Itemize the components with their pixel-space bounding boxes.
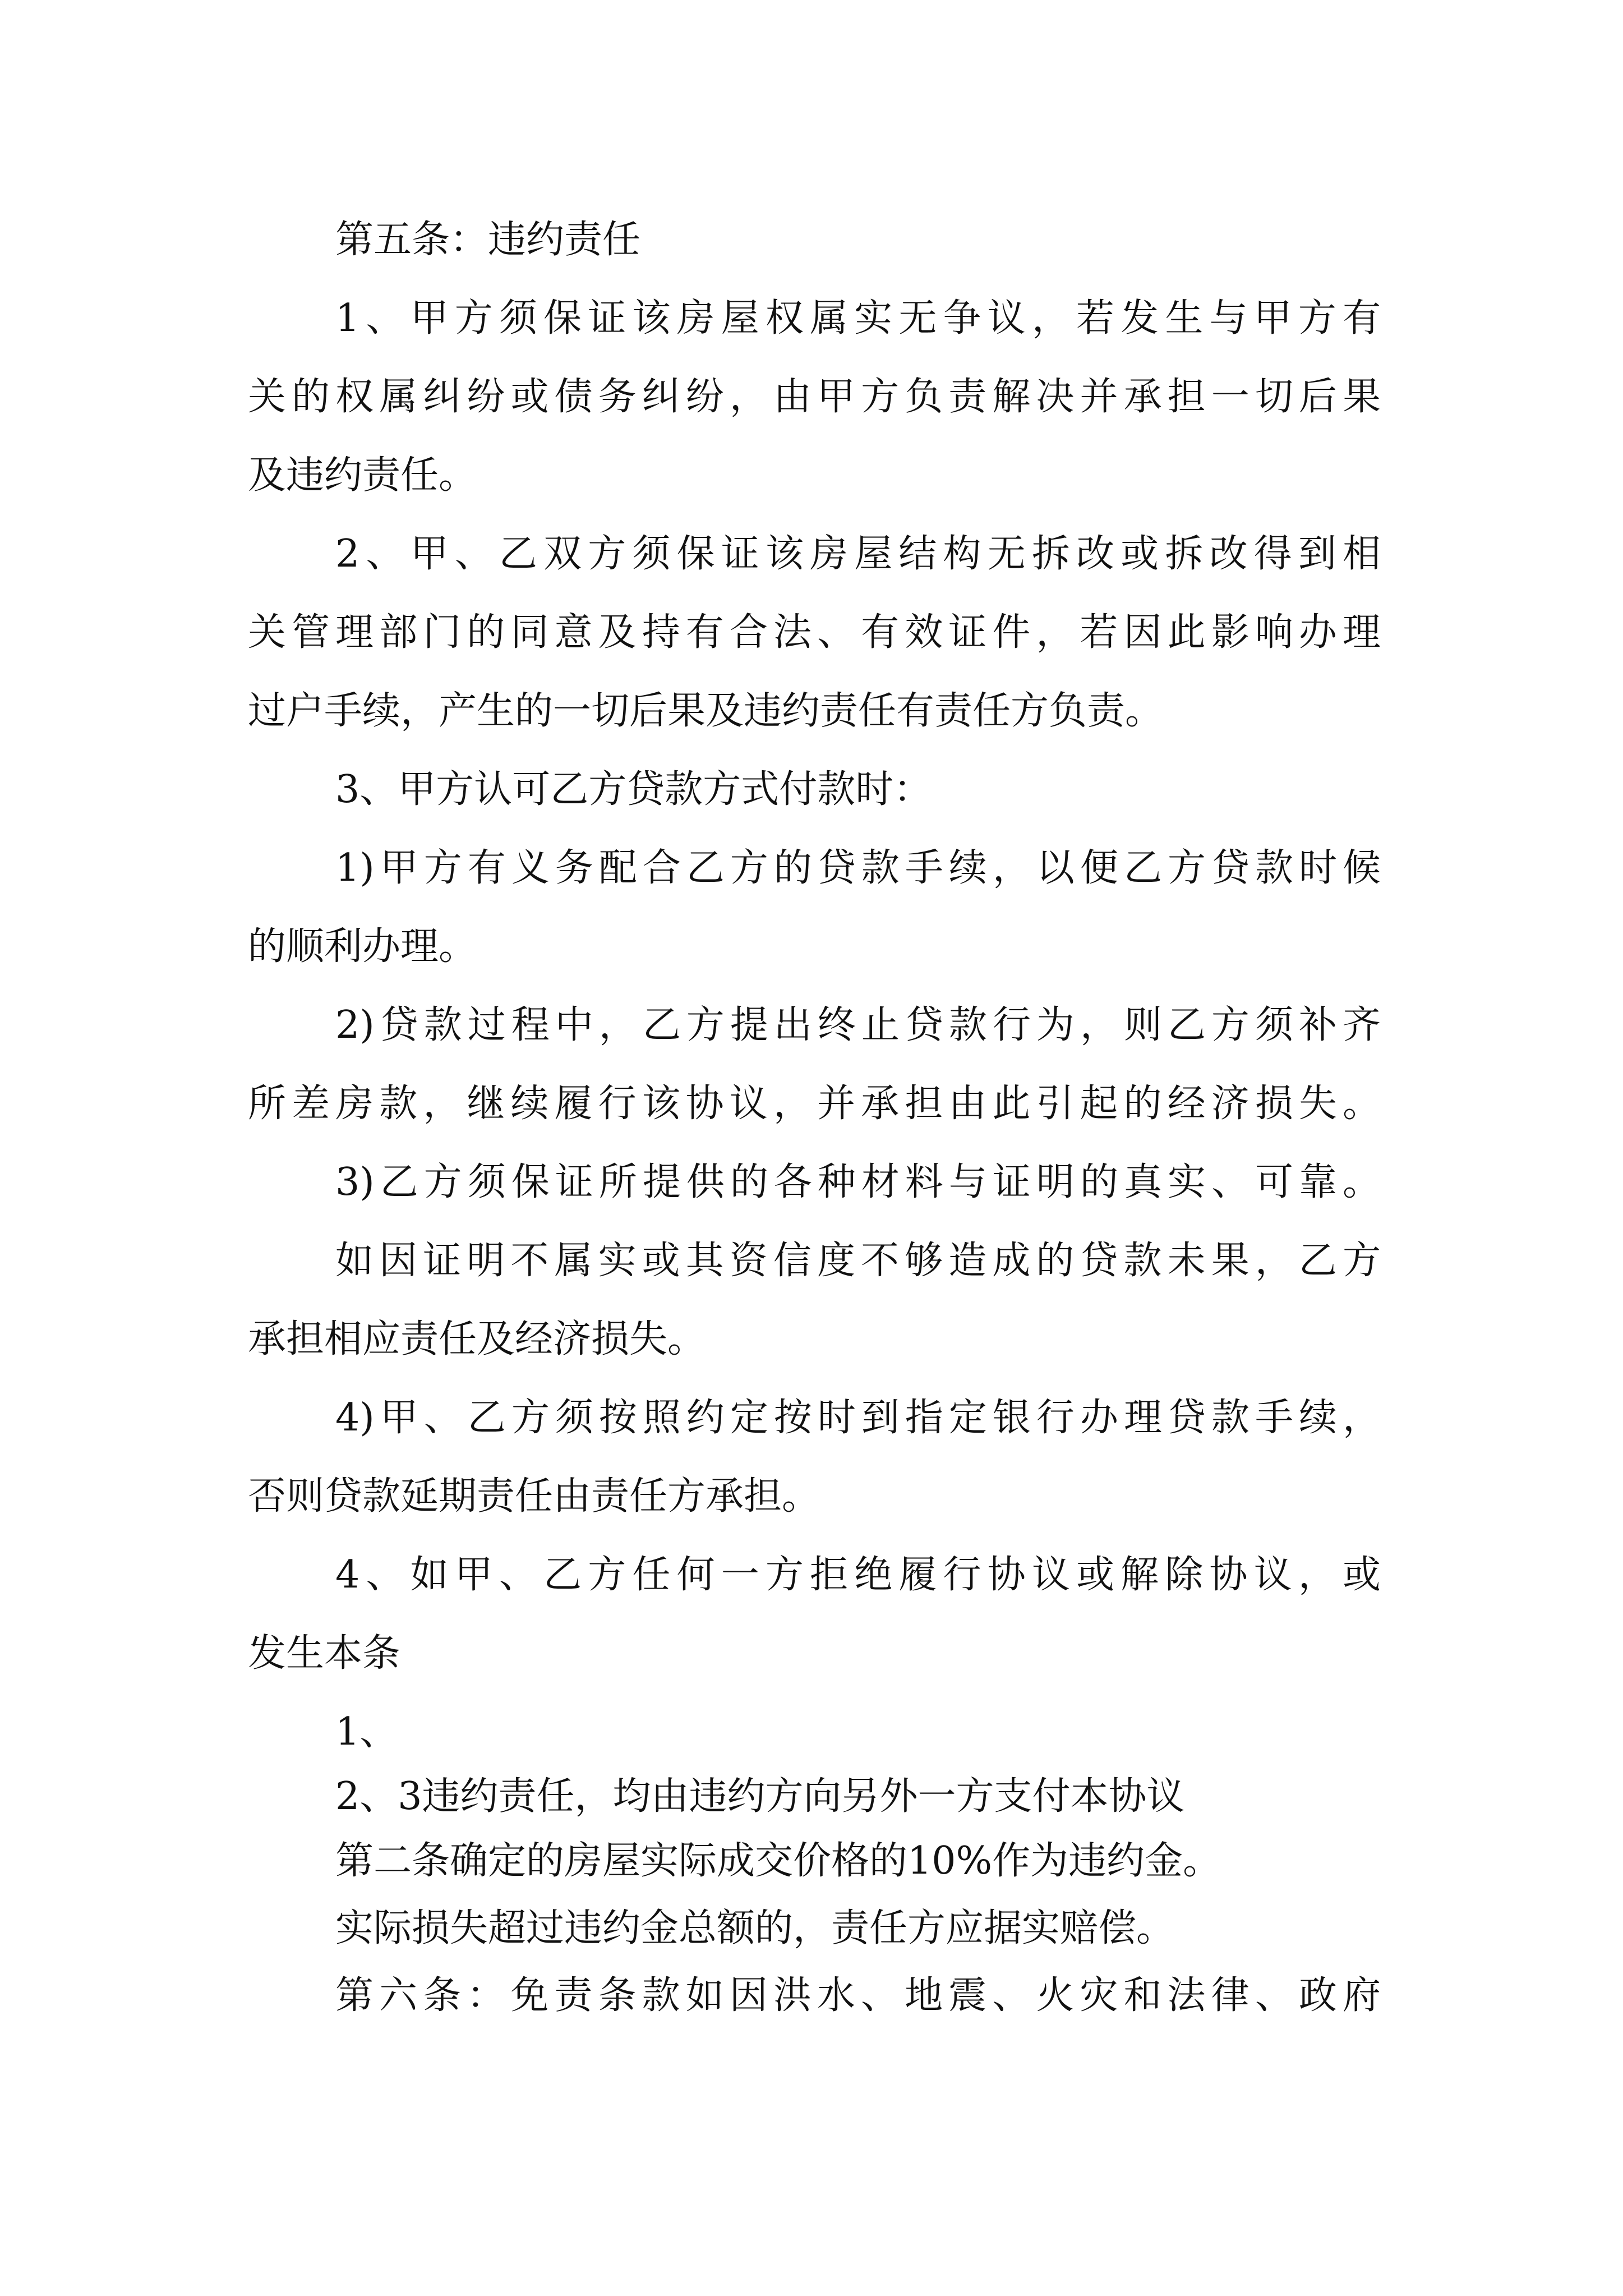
- clause-3-item-1-line-1: 1)甲方有义务配合乙方的贷款手续，以便乙方贷款时候: [335, 846, 1381, 890]
- clause-4-line-6: 实际损失超过违约金总额的，责任方应据实赔偿。: [335, 1906, 1175, 1950]
- clause-3-item-2-line-2: 所差房款，继续履行该协议，并承担由此引起的经济损失。: [248, 1082, 1381, 1126]
- article-5-heading: 第五条：违约责任: [335, 218, 641, 262]
- clause-3-item-3-line-3: 承担相应责任及经济损失。: [248, 1317, 706, 1361]
- clause-3-item-3-line-2: 如因证明不属实或其资信度不够造成的贷款未果，乙方: [335, 1239, 1381, 1283]
- clause-1-line-1: 1、甲方须保证该房屋权属实无争议，若发生与甲方有: [335, 296, 1381, 341]
- clause-1-line-3: 及违约责任。: [248, 453, 477, 498]
- clause-2-line-2: 关管理部门的同意及持有合法、有效证件，若因此影响办理: [248, 610, 1381, 655]
- clause-3-heading: 3、甲方认可乙方贷款方式付款时：: [335, 767, 932, 812]
- clause-3-item-4-line-2: 否则贷款延期责任由责任方承担。: [248, 1474, 820, 1519]
- clause-3-item-3-line-1: 3)乙方须保证所提供的各种材料与证明的真实、可靠。: [335, 1160, 1381, 1204]
- clause-2-line-3: 过户手续，产生的一切后果及违约责任有责任方负责。: [248, 689, 1164, 733]
- clause-3-item-2-line-1: 2)贷款过程中，乙方提出终止贷款行为，则乙方须补齐: [335, 1003, 1381, 1047]
- clause-1-line-2: 关的权属纠纷或债务纠纷，由甲方负责解决并承担一切后果: [248, 375, 1381, 419]
- clause-4-line-2: 发生本条: [248, 1631, 401, 1676]
- clause-4-line-3: 1、: [335, 1710, 398, 1754]
- clause-4-line-1: 4、如甲、乙方任何一方拒绝履行协议或解除协议，或: [335, 1553, 1381, 1597]
- clause-4-line-4: 2、3违约责任，均由违约方向另外一方支付本协议: [335, 1774, 1185, 1819]
- clause-2-line-1: 2、甲、乙双方须保证该房屋结构无拆改或拆改得到相: [335, 532, 1381, 576]
- clause-3-item-4-line-1: 4)甲、乙方须按照约定按时到指定银行办理贷款手续，: [335, 1396, 1381, 1440]
- article-6-line-1: 第六条：免责条款如因洪水、地震、火灾和法律、政府: [335, 1973, 1381, 2018]
- clause-3-item-1-line-2: 的顺利办理。: [248, 924, 477, 969]
- clause-4-line-5: 第二条确定的房屋实际成交价格的10%作为违约金。: [335, 1839, 1221, 1883]
